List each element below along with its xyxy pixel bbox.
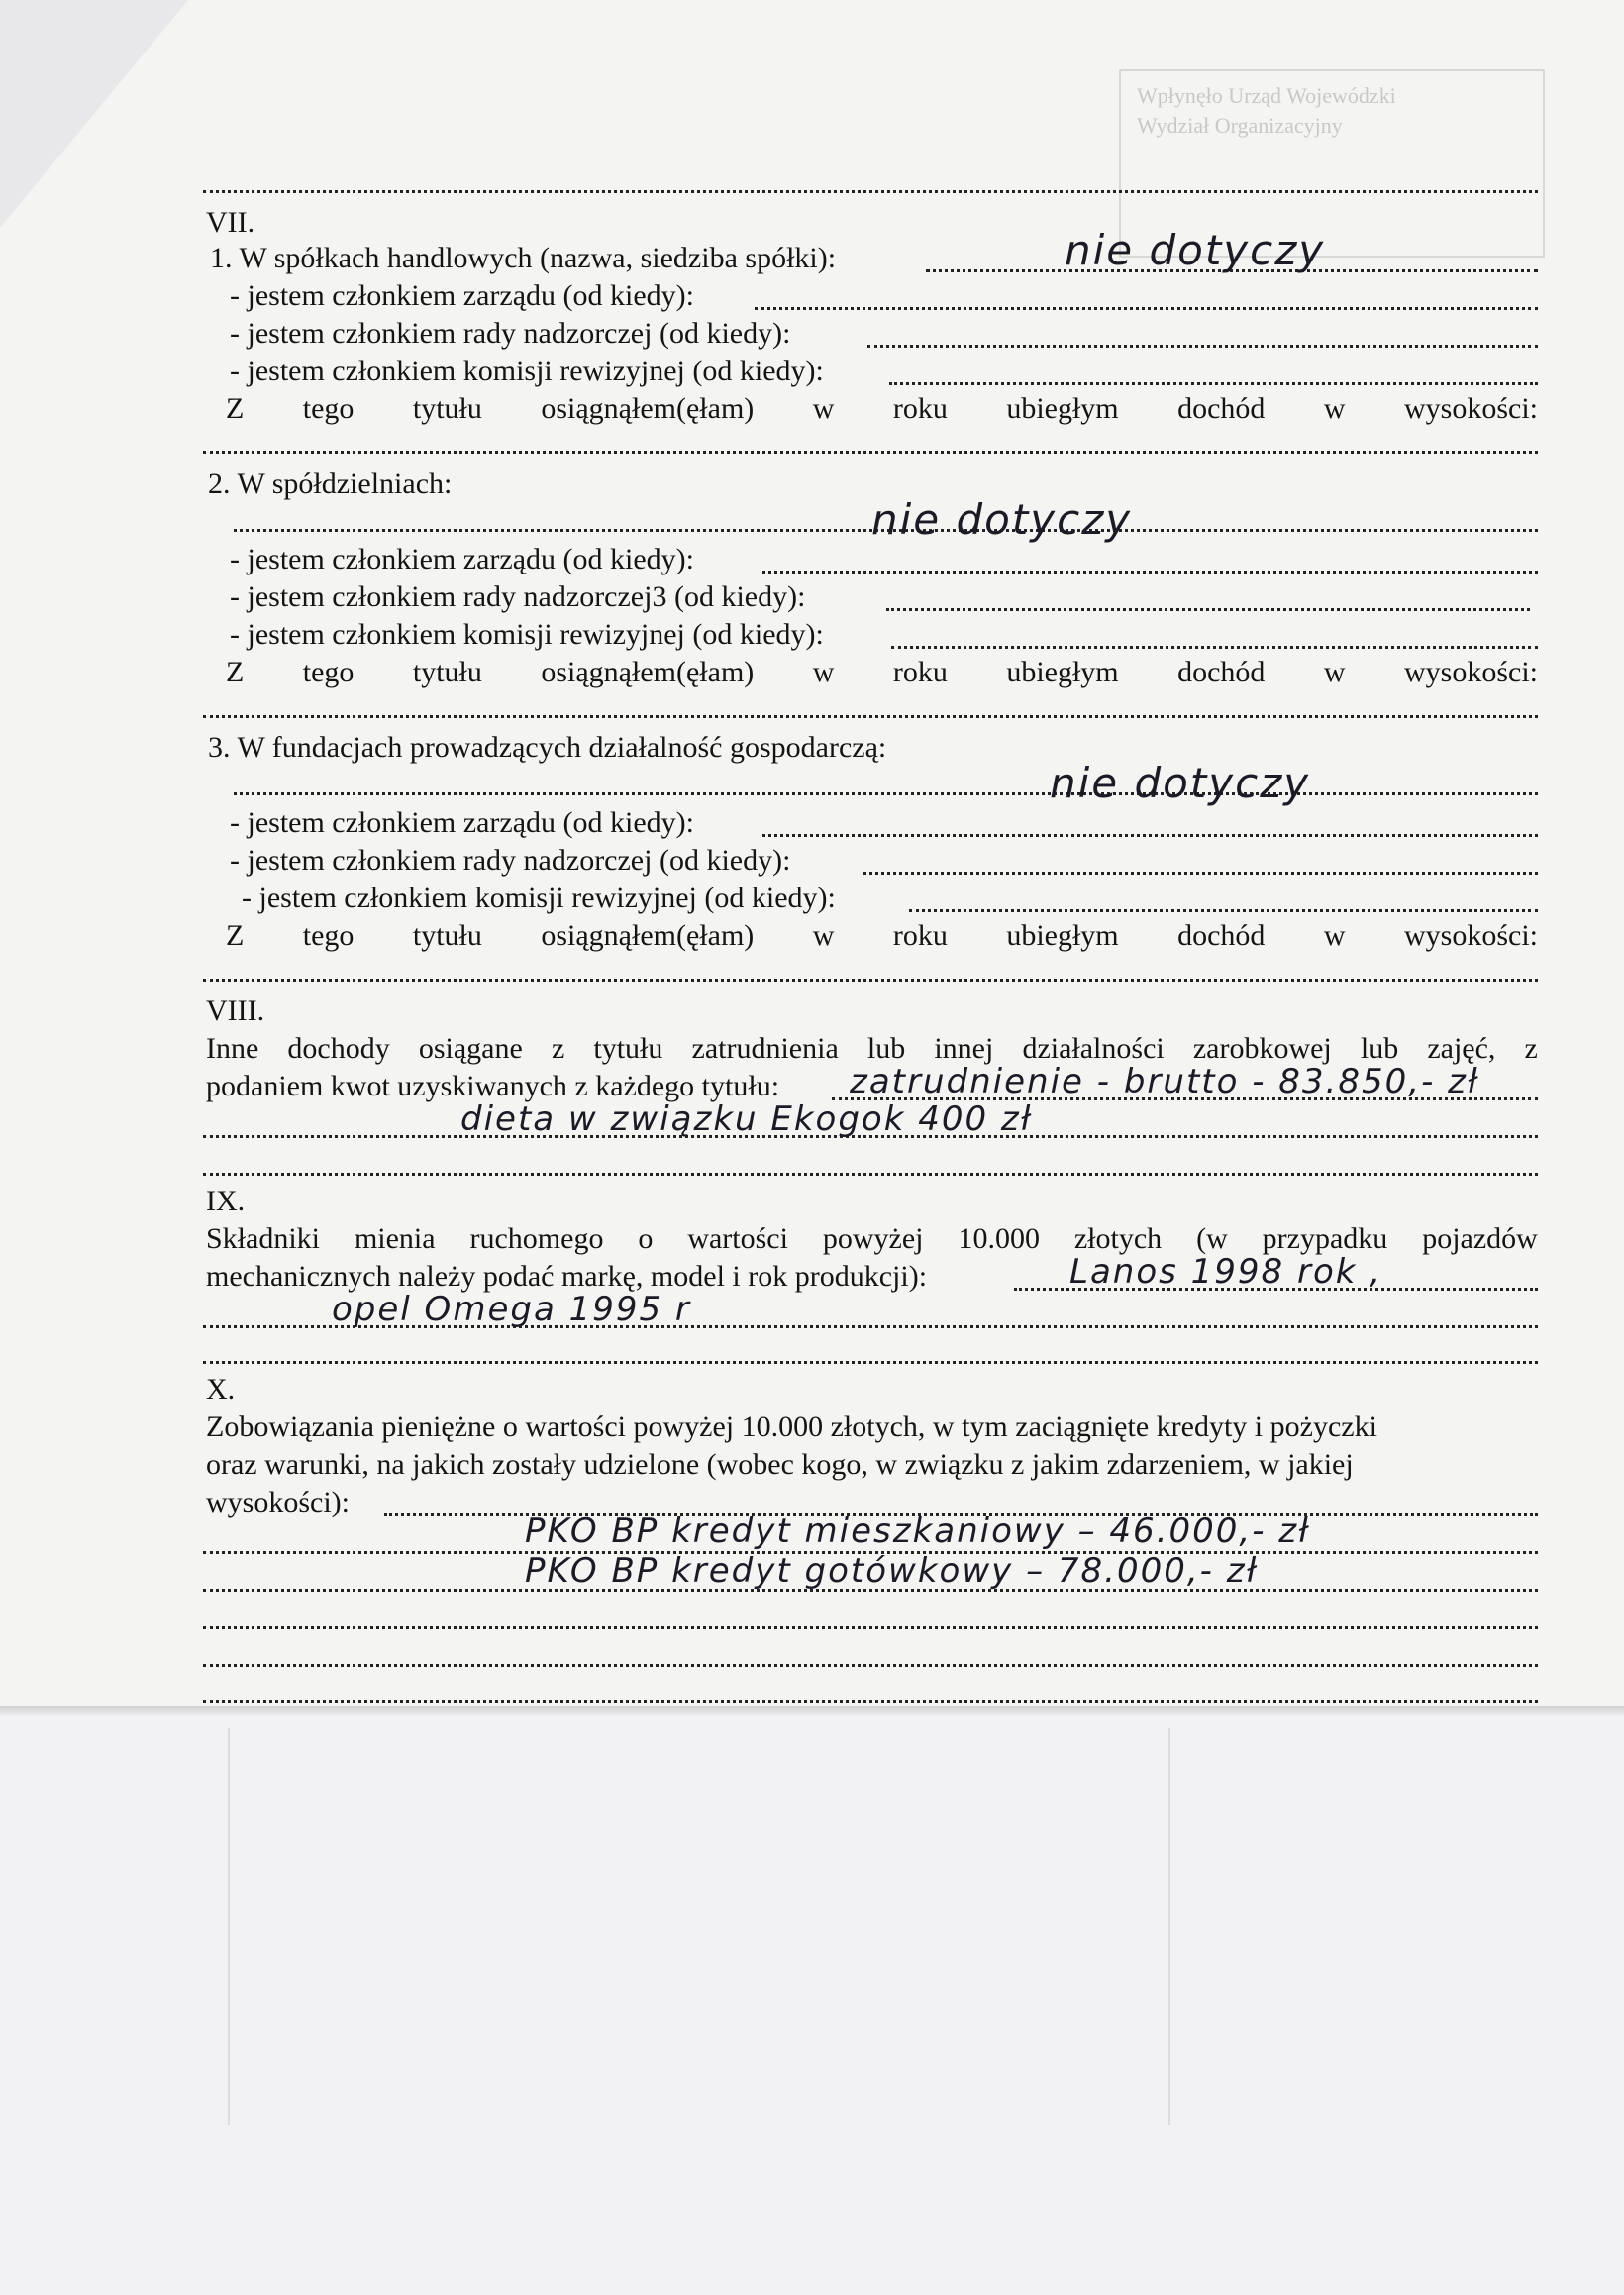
word: ubiegłym [1006, 656, 1119, 688]
word: zatrudnienia [691, 1032, 839, 1065]
word: tytułu [593, 1032, 663, 1065]
next-page-blank [0, 1718, 1624, 2295]
income-line [226, 917, 1538, 955]
word: tytułu [412, 656, 482, 688]
word: tytułu [412, 392, 482, 425]
paragraph-line: Zobowiązania pieniężne o wartości powyżej 10.000 złotych, w tym zaciągnięte kredyty i pożyczki [206, 1410, 1377, 1443]
word: osiągane [418, 1032, 523, 1065]
dotted-line [203, 1173, 1538, 1176]
answer-line [762, 571, 1538, 574]
dotted-line [203, 190, 1538, 193]
word: wysokości: [1404, 919, 1538, 952]
answer-line [891, 646, 1538, 649]
word: dochód [1177, 656, 1266, 688]
word: wysokości: [1404, 656, 1538, 688]
handwritten-answer: PKO BP kredyt mieszkaniowy – 46.000,- zł [525, 1512, 1310, 1551]
word: zarobkowej [1192, 1032, 1332, 1065]
field-label: - jestem członkiem komisji rewizyjnej (od kiedy): [230, 355, 824, 387]
handwritten-answer: zatrudnienie - brutto - 83.850,- zł [850, 1062, 1479, 1101]
section-heading: VIII. [206, 994, 265, 1027]
dotted-line [203, 1361, 1538, 1364]
dotted-line [203, 715, 1538, 718]
answer-line [762, 834, 1538, 837]
answer-line [889, 382, 1538, 385]
word: w [1323, 656, 1346, 688]
word: przypadku [1262, 1222, 1388, 1255]
handwritten-answer: Lanos 1998 rok , [1069, 1252, 1383, 1292]
dotted-line [203, 1664, 1538, 1667]
question-text: 3. W fundacjach prowadzących działalność gospodarczą: [208, 731, 887, 764]
field-label: - jestem członkiem rady nadzorczej (od kiedy): [230, 317, 791, 350]
word: innej [934, 1032, 994, 1065]
paper-crease [1168, 1728, 1170, 2125]
word: z [1524, 1032, 1538, 1065]
word: dochód [1177, 392, 1266, 425]
word: mienia [354, 1222, 436, 1255]
dotted-line [203, 1700, 1538, 1703]
word: Z [226, 656, 245, 688]
word: ubiegłym [1006, 392, 1119, 425]
section-heading: VII. [206, 206, 255, 239]
word: ruchomego [469, 1222, 604, 1255]
word: zajęć, [1427, 1032, 1496, 1065]
dotted-line [203, 1626, 1538, 1629]
word: lub [1360, 1032, 1399, 1065]
income-line [226, 390, 1538, 428]
page-fold [0, 1706, 1624, 1718]
word: o [638, 1222, 654, 1255]
income-line [226, 654, 1538, 691]
word: w [1323, 919, 1346, 952]
question-text: 2. W spółdzielniach: [208, 468, 453, 500]
paragraph-line: mechanicznych należy podać markę, model i rok produkcji): [206, 1260, 928, 1293]
word: 10.000 [958, 1222, 1040, 1255]
word: osiągnąłem(ęłam) [541, 392, 755, 425]
question-text: 1. W spółkach handlowych (nazwa, siedziba spółki): [210, 242, 837, 274]
paper-crease [228, 1728, 230, 2125]
word: ubiegłym [1006, 919, 1119, 952]
word: pojazdów [1422, 1222, 1538, 1255]
word: złotych [1073, 1222, 1163, 1255]
word: Składniki [206, 1222, 321, 1255]
word: roku [892, 392, 948, 425]
word: tytułu [412, 919, 482, 952]
word: osiągnąłem(ęłam) [541, 656, 755, 688]
word: w [812, 656, 835, 688]
answer-line [234, 792, 1538, 795]
field-label: - jestem członkiem rady nadzorczej (od kiedy): [230, 844, 791, 877]
word: w [812, 392, 835, 425]
word: wysokości: [1404, 392, 1538, 425]
word: wartości [687, 1222, 788, 1255]
word: Z [226, 919, 245, 952]
field-label: - jestem członkiem rady nadzorczej3 (od kiedy): [230, 580, 806, 613]
section-heading: X. [206, 1373, 236, 1406]
word: w [812, 919, 835, 952]
handwritten-answer: nie dotyczy [1050, 759, 1311, 807]
word: w [1323, 392, 1346, 425]
section-heading: IX. [206, 1185, 246, 1217]
handwritten-answer: nie dotyczy [871, 495, 1133, 544]
word: dochód [1177, 919, 1266, 952]
dotted-line [203, 451, 1538, 454]
handwritten-answer: opel Omega 1995 r [332, 1290, 691, 1329]
word: tego [302, 392, 355, 425]
field-label: - jestem członkiem komisji rewizyjnej (od kiedy): [242, 882, 836, 914]
handwritten-answer: nie dotyczy [1065, 226, 1326, 274]
word: działalności [1022, 1032, 1165, 1065]
paragraph-line: wysokości): [206, 1486, 350, 1518]
stamp-line: Wydział Organizacyjny [1137, 113, 1343, 138]
handwritten-answer: dieta w związku Ekogok 400 zł [460, 1099, 1033, 1139]
answer-line [755, 307, 1538, 310]
handwritten-answer: PKO BP kredyt gotówkowy – 78.000,- zł [525, 1551, 1259, 1591]
paragraph-line: oraz warunki, na jakich zostały udzielone (wobec kogo, w związku z jakim zdarzeniem, w jakiej [206, 1448, 1354, 1481]
word: roku [892, 656, 948, 688]
field-label: - jestem członkiem zarządu (od kiedy): [230, 279, 694, 312]
word: tego [302, 656, 355, 688]
word: Inne [206, 1032, 259, 1065]
word: z [551, 1032, 565, 1065]
word: lub [866, 1032, 906, 1065]
word: tego [302, 919, 355, 952]
word: powyżej [822, 1222, 924, 1255]
dotted-line [203, 979, 1538, 982]
field-label: - jestem członkiem zarządu (od kiedy): [230, 806, 694, 839]
word: (w [1196, 1222, 1228, 1255]
field-label: - jestem członkiem zarządu (od kiedy): [230, 543, 694, 575]
field-label: - jestem członkiem komisji rewizyjnej (od kiedy): [230, 618, 824, 651]
word: roku [892, 919, 948, 952]
word: dochody [287, 1032, 390, 1065]
word: Z [226, 392, 245, 425]
stamp-line: Wpłynęło Urząd Wojewódzki [1137, 83, 1396, 108]
answer-line [886, 608, 1530, 611]
answer-line [863, 872, 1538, 875]
answer-line [909, 909, 1538, 912]
word: osiągnąłem(ęłam) [541, 919, 755, 952]
answer-line [867, 345, 1538, 348]
paragraph-line: podaniem kwot uzyskiwanych z każdego tytułu: [206, 1070, 780, 1102]
